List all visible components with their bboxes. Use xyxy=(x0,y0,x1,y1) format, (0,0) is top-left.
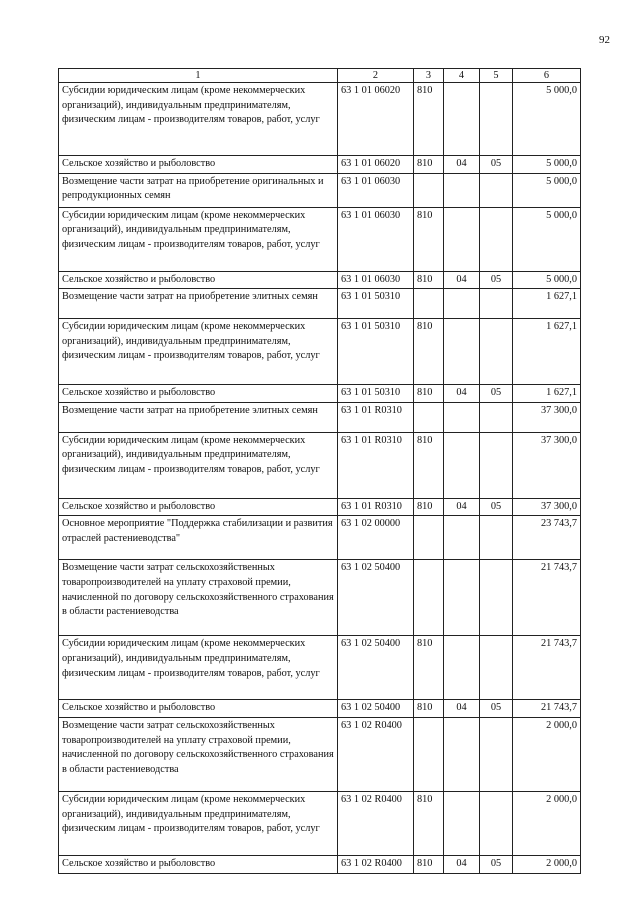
table-row xyxy=(59,289,581,319)
row-expense-type: 810 xyxy=(414,319,444,385)
table-row xyxy=(59,173,581,207)
page-number: 92 xyxy=(599,34,610,46)
row-code: 63 1 02 50400 xyxy=(338,560,414,636)
row-subsection xyxy=(480,516,513,560)
row-name: Возмещение части затрат на приобретение оригинальных и репродукционных семян xyxy=(59,173,338,207)
row-name: Субсидии юридическим лицам (кроме некоммерческих организаций), индивидуальным предпринимателям, физическим лицам - производителям товаров, работ, услуг xyxy=(59,432,338,498)
table-row xyxy=(59,516,581,560)
row-code: 63 1 01 06020 xyxy=(338,156,414,174)
row-code: 63 1 02 R0400 xyxy=(338,855,414,873)
row-section xyxy=(444,289,480,319)
row-section xyxy=(444,207,480,271)
row-expense-type: 810 xyxy=(414,271,444,289)
row-name: Возмещение части затрат сельскохозяйственных товаропроизводителей на уплату страховой премии, начисленной по договору сельскохозяйственного страхования в области растениеводства xyxy=(59,717,338,791)
row-code: 63 1 01 50310 xyxy=(338,385,414,403)
row-name: Субсидии юридическим лицам (кроме некоммерческих организаций), индивидуальным предпринимателям, физическим лицам - производителям товаров, работ, услуг xyxy=(59,319,338,385)
row-expense-type xyxy=(414,402,444,432)
row-expense-type: 810 xyxy=(414,498,444,516)
row-name: Сельское хозяйство и рыболовство xyxy=(59,498,338,516)
row-code: 63 1 01 R0310 xyxy=(338,402,414,432)
row-sum: 1 627,1 xyxy=(513,385,581,403)
row-sum: 21 743,7 xyxy=(513,636,581,700)
row-subsection: 05 xyxy=(480,385,513,403)
table-row xyxy=(59,700,581,718)
table-row xyxy=(59,855,581,873)
row-section xyxy=(444,319,480,385)
row-section xyxy=(444,173,480,207)
table-row xyxy=(59,207,581,271)
row-subsection xyxy=(480,207,513,271)
row-code: 63 1 02 50400 xyxy=(338,700,414,718)
row-expense-type: 810 xyxy=(414,636,444,700)
row-name: Возмещение части затрат на приобретение элитных семян xyxy=(59,402,338,432)
row-subsection xyxy=(480,560,513,636)
row-subsection xyxy=(480,289,513,319)
row-section xyxy=(444,432,480,498)
row-expense-type xyxy=(414,717,444,791)
table-row xyxy=(59,498,581,516)
column-header-1: 1 xyxy=(59,69,338,83)
row-subsection: 05 xyxy=(480,700,513,718)
row-name: Сельское хозяйство и рыболовство xyxy=(59,156,338,174)
header-row xyxy=(59,69,581,83)
table-row xyxy=(59,560,581,636)
row-section xyxy=(444,516,480,560)
row-subsection xyxy=(480,319,513,385)
row-sum: 23 743,7 xyxy=(513,516,581,560)
row-sum: 2 000,0 xyxy=(513,855,581,873)
row-code: 63 1 01 50310 xyxy=(338,289,414,319)
row-expense-type: 810 xyxy=(414,791,444,855)
row-section: 04 xyxy=(444,271,480,289)
row-section: 04 xyxy=(444,498,480,516)
row-section xyxy=(444,402,480,432)
row-section: 04 xyxy=(444,855,480,873)
row-sum: 1 627,1 xyxy=(513,289,581,319)
column-header-4: 4 xyxy=(444,69,480,83)
row-subsection: 05 xyxy=(480,156,513,174)
table-row xyxy=(59,717,581,791)
row-section xyxy=(444,560,480,636)
row-sum: 37 300,0 xyxy=(513,432,581,498)
row-name: Возмещение части затрат на приобретение элитных семян xyxy=(59,289,338,319)
row-expense-type xyxy=(414,516,444,560)
row-sum: 5 000,0 xyxy=(513,271,581,289)
row-section: 04 xyxy=(444,385,480,403)
column-header-5: 5 xyxy=(480,69,513,83)
row-expense-type xyxy=(414,173,444,207)
row-sum: 2 000,0 xyxy=(513,717,581,791)
row-name: Субсидии юридическим лицам (кроме некоммерческих организаций), индивидуальным предпринимателям, физическим лицам - производителям товаров, работ, услуг xyxy=(59,636,338,700)
row-code: 63 1 01 06030 xyxy=(338,271,414,289)
table-body xyxy=(59,83,581,874)
row-code: 63 1 01 50310 xyxy=(338,319,414,385)
row-expense-type: 810 xyxy=(414,855,444,873)
row-sum: 5 000,0 xyxy=(513,207,581,271)
table-row xyxy=(59,385,581,403)
row-section xyxy=(444,636,480,700)
row-code: 63 1 01 06030 xyxy=(338,207,414,271)
table-row xyxy=(59,432,581,498)
budget-table xyxy=(58,68,581,874)
column-header-3: 3 xyxy=(414,69,444,83)
row-subsection: 05 xyxy=(480,855,513,873)
row-expense-type: 810 xyxy=(414,700,444,718)
row-code: 63 1 02 R0400 xyxy=(338,791,414,855)
row-code: 63 1 02 50400 xyxy=(338,636,414,700)
row-name: Субсидии юридическим лицам (кроме некоммерческих организаций), индивидуальным предпринимателям, физическим лицам - производителям товаров, работ, услуг xyxy=(59,83,338,156)
table-row xyxy=(59,319,581,385)
row-sum: 37 300,0 xyxy=(513,402,581,432)
row-sum: 2 000,0 xyxy=(513,791,581,855)
row-name: Основное мероприятие "Поддержка стабилизации и развития отраслей растениеводства" xyxy=(59,516,338,560)
row-sum: 21 743,7 xyxy=(513,560,581,636)
row-sum: 5 000,0 xyxy=(513,156,581,174)
row-code: 63 1 02 R0400 xyxy=(338,717,414,791)
row-sum: 21 743,7 xyxy=(513,700,581,718)
row-subsection xyxy=(480,636,513,700)
row-subsection xyxy=(480,717,513,791)
row-name: Сельское хозяйство и рыболовство xyxy=(59,385,338,403)
column-header-2: 2 xyxy=(338,69,414,83)
row-section xyxy=(444,791,480,855)
row-name: Возмещение части затрат сельскохозяйственных товаропроизводителей на уплату страховой премии, начисленной по договору сельскохозяйственного страхования в области растениеводства xyxy=(59,560,338,636)
row-sum: 5 000,0 xyxy=(513,83,581,156)
row-subsection xyxy=(480,791,513,855)
row-name: Субсидии юридическим лицам (кроме некоммерческих организаций), индивидуальным предпринимателям, физическим лицам - производителям товаров, работ, услуг xyxy=(59,791,338,855)
row-name: Сельское хозяйство и рыболовство xyxy=(59,855,338,873)
row-code: 63 1 01 R0310 xyxy=(338,432,414,498)
row-expense-type: 810 xyxy=(414,432,444,498)
row-subsection xyxy=(480,83,513,156)
table-row xyxy=(59,271,581,289)
row-expense-type: 810 xyxy=(414,207,444,271)
row-section: 04 xyxy=(444,156,480,174)
table-row xyxy=(59,83,581,156)
row-subsection: 05 xyxy=(480,498,513,516)
table-row xyxy=(59,791,581,855)
row-subsection xyxy=(480,173,513,207)
row-sum: 5 000,0 xyxy=(513,173,581,207)
row-section xyxy=(444,83,480,156)
row-sum: 1 627,1 xyxy=(513,319,581,385)
column-header-6: 6 xyxy=(513,69,581,83)
table-row xyxy=(59,156,581,174)
row-code: 63 1 02 00000 xyxy=(338,516,414,560)
row-expense-type xyxy=(414,560,444,636)
table-row xyxy=(59,636,581,700)
row-code: 63 1 01 06030 xyxy=(338,173,414,207)
row-expense-type: 810 xyxy=(414,156,444,174)
row-section: 04 xyxy=(444,700,480,718)
row-name: Субсидии юридическим лицам (кроме некоммерческих организаций), индивидуальным предпринимателям, физическим лицам - производителям товаров, работ, услуг xyxy=(59,207,338,271)
table-row xyxy=(59,402,581,432)
row-name: Сельское хозяйство и рыболовство xyxy=(59,700,338,718)
row-expense-type: 810 xyxy=(414,385,444,403)
row-section xyxy=(444,717,480,791)
row-sum: 37 300,0 xyxy=(513,498,581,516)
row-expense-type: 810 xyxy=(414,83,444,156)
row-name: Сельское хозяйство и рыболовство xyxy=(59,271,338,289)
row-subsection xyxy=(480,402,513,432)
row-subsection: 05 xyxy=(480,271,513,289)
row-subsection xyxy=(480,432,513,498)
row-expense-type xyxy=(414,289,444,319)
row-code: 63 1 01 R0310 xyxy=(338,498,414,516)
row-code: 63 1 01 06020 xyxy=(338,83,414,156)
